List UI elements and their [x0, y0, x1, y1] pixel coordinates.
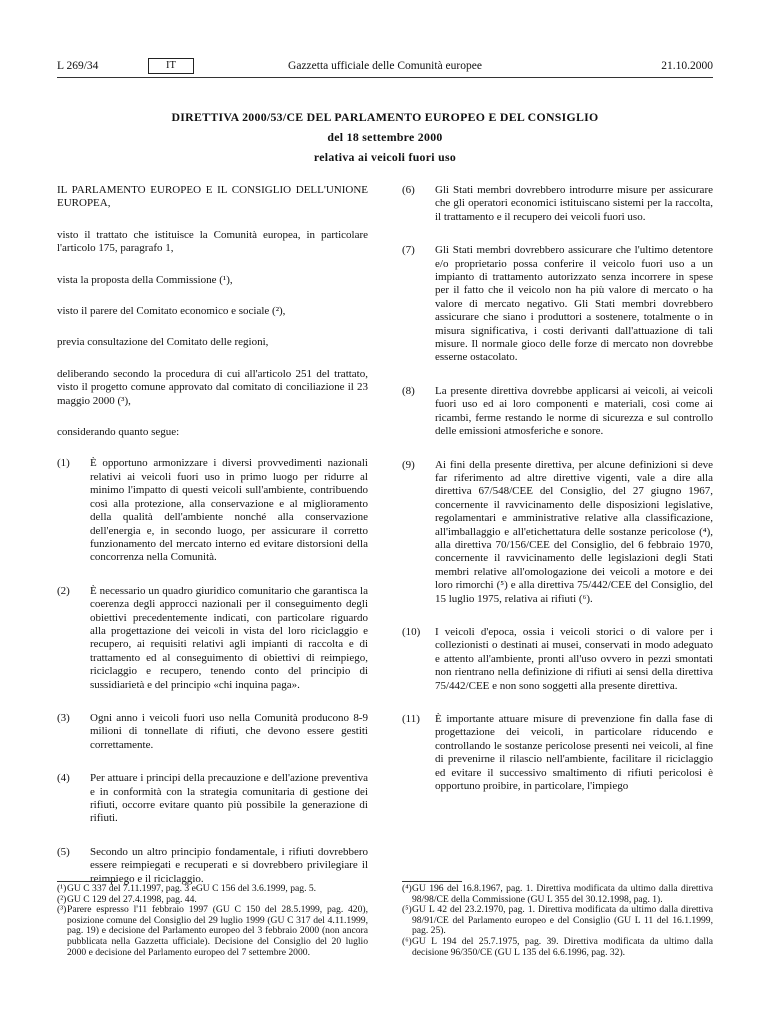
recital-text: È importante attuare misure di prevenzione fin dalla fase di progettazione dei veicoli, in particolare riducendo e controllando le sostanze pericolose presenti nei veicoli, al fine di prevenirne il rilascio nell'ambiente, facilitare il riciclaggio ed evitare il successivo smaltimento di rifiuti pericolosi è opportuno proibire, in particolare, l'impiego	[435, 713, 713, 793]
footnote	[402, 937, 713, 958]
recital-number: (3)	[57, 711, 70, 724]
recital-text: È opportuno armonizzare i diversi provvedimenti nazionali relativi ai veicoli fuori uso in primo luogo per ridurre al minimo l'impatto di questi veicoli sull'ambiente, contribuendo così alla protezione, alla conservazione e al miglioramento della qualità dell'ambiente nonché alla conservazione dell'energia e, in secondo luogo, per assicurare il corretto funzionamento del mercato interno ed evitare distorsioni della concorrenza nella Comunità.	[90, 457, 368, 564]
recital-number: (8)	[402, 384, 415, 397]
recital-text: La presente direttiva dovrebbe applicarsi ai veicoli, ai veicoli fuori uso ed ai loro componenti e materiali, così come ai ricambi, ferme restando le norme di sicurezza e sul controllo delle emissioni atmosferiche e sonore.	[435, 384, 713, 438]
footnote-mark: (²)	[57, 893, 67, 905]
recital-number: (2)	[57, 584, 70, 597]
preamble-whereas: considerando quanto segue:	[57, 426, 180, 439]
footnote-divider	[57, 881, 117, 882]
footnote-mark: (⁶)	[402, 935, 412, 947]
recital	[402, 184, 713, 224]
language-badge: IT	[148, 58, 194, 74]
footnote-text: GU C 129 del 27.4.1998, pag. 44.	[67, 893, 197, 905]
recital	[57, 457, 368, 564]
footnotes-right	[402, 884, 713, 958]
footnote	[402, 884, 713, 905]
recital-number: (6)	[402, 184, 415, 196]
footnote-mark: (³)	[57, 904, 67, 916]
recital	[57, 585, 368, 692]
title-line: DIRETTIVA 2000/53/CE DEL PARLAMENTO EUROPEO E DEL CONSIGLIO	[171, 110, 599, 124]
page-reference: L 269/34	[57, 60, 99, 72]
preamble-citation: vista la proposta della Commissione (¹),	[57, 273, 233, 286]
recital-text: Secondo un altro principio fondamentale, i rifiuti dovrebbero essere reimpiegati e recuperati e si dovrebbero privilegiare il reimpiego e il riciclaggio.	[90, 845, 368, 885]
recital	[402, 626, 713, 693]
recital-text: Ogni anno i veicoli fuori uso nella Comunità producono 8-9 milioni di tonnellate di rifiuti, che devono essere gestiti correttamente.	[90, 711, 368, 751]
recital-text: Gli Stati membri dovrebbero assicurare che l'ultimo detentore e/o proprietario possa conferire il veicolo fuori uso a un impianto di trattamento autorizzato senza incorrere in spese per il fatto che il veicolo non ha più valore di mercato o ha valore di mercato negativo. Gli Stati membri dovrebbero assicurare che siano i produttori a sostenere, totalmente o in misura significativa, i costi derivanti dall'attuazione di tali misure. Il normale gioco delle forze di mercato non dovrebbe esserne ostacolato.	[435, 244, 713, 364]
recital-number: (5)	[57, 845, 70, 858]
footnote-mark: (⁵)	[402, 904, 412, 916]
footnote-text: Parere espresso l'11 febbraio 1997 (GU C 150 del 28.5.1999, pag. 420), posizione comune del Consiglio del 29 luglio 1999 (GU C 317 del 4.11.1999, pag. 19) e decisione del Parlamento europeo del 3 febbraio 2000 (non ancora pubblicata nella Gazzetta ufficiale). Decisione del Consiglio del 20 luglio 2000 e decisione del Parlamento europeo del 7 settembre 2000.	[67, 904, 368, 958]
footnotes-left	[57, 884, 368, 958]
publication-date: 21.10.2000	[661, 60, 713, 72]
recital	[402, 713, 713, 793]
recital	[402, 459, 713, 606]
recital-number: (1)	[57, 457, 70, 470]
recital-number: (10)	[402, 625, 421, 638]
preamble-citation: visto il trattato che istituisce la Comunità europea, in particolare l'articolo 175, paragrafo 1,	[57, 228, 368, 255]
right-column	[402, 184, 713, 813]
header-divider	[57, 77, 713, 78]
title-date-line: del 18 settembre 2000	[327, 130, 443, 144]
recital-text: Gli Stati membri dovrebbero introdurre misure per assicurare che gli operatori economici istituiscano sistemi per la raccolta, il trattamento e il recupero dei veicoli fuori uso.	[435, 184, 713, 223]
recital-number: (4)	[57, 772, 70, 785]
left-column	[57, 184, 368, 906]
recital-number: (9)	[402, 458, 415, 471]
recital-number: (7)	[402, 244, 415, 257]
recital	[402, 385, 713, 439]
document-title	[100, 107, 670, 167]
title-subject-line: relativa ai veicoli fuori uso	[313, 150, 457, 164]
footnote-text: GU L 42 del 23.2.1970, pag. 1. Direttiva modificata da ultimo dalla direttiva 98/91/CE del Parlamento europeo e del Consiglio (GU L 11 del 16.1.1999, pag. 25).	[412, 904, 713, 937]
recital	[57, 772, 368, 826]
footnote-text: GU 196 del 16.8.1967, pag. 1. Direttiva modificata da ultimo dalla direttiva 98/98/CE della Commissione (GU L 355 del 30.12.1998, pag. 1).	[412, 883, 713, 905]
preamble-citation: visto il parere del Comitato economico e sociale (²),	[57, 305, 286, 318]
footnote-text: GU L 194 del 25.7.1975, pag. 39. Direttiva modificata da ultimo dalla decisione 96/350/CE (GU L 135 del 6.6.1996, pag. 32).	[412, 935, 713, 958]
recital	[57, 846, 368, 886]
preamble-citation: previa consultazione del Comitato delle regioni,	[57, 336, 269, 349]
preamble-institutions: IL PARLAMENTO EUROPEO E IL CONSIGLIO DELL'UNIONE EUROPEA,	[57, 184, 368, 210]
recital-text: I veicoli d'epoca, ossia i veicoli storici o di valore per i collezionisti o destinati ai musei, conservati in modo adeguato e attento all'ambiente, pronti all'uso ovvero in pezzi smontati non rientrano nella definizione di rifiuti ai sensi della direttiva 75/442/CEE e non sono soggetti alla presente direttiva.	[435, 625, 713, 692]
recital-text: È necessario un quadro giuridico comunitario che garantisca la coerenza degli approcci nazionali per il conseguimento degli obiettivi precedentemente indicati, con particolare riguardo alla progettazione dei veicoli in vista del loro riciclaggio e recupero, ai requisiti relativi agli impianti di raccolta e di trattamento ed al conseguimento di obiettivi di reimpiego, riciclaggio e recupero, tenendo conto del principio di sussidiarietà e del principio «chi inquina paga».	[90, 584, 368, 691]
footnote	[402, 905, 713, 937]
footnote-divider	[402, 881, 462, 882]
footnote	[57, 905, 368, 958]
footnote-mark: (¹)	[57, 883, 67, 894]
journal-title: Gazzetta ufficiale delle Comunità europee	[288, 60, 482, 72]
recital	[57, 712, 368, 752]
recital	[402, 244, 713, 365]
footnote-mark: (⁴)	[402, 883, 412, 894]
footnote-text: GU C 337 del 7.11.1997, pag. 3 eGU C 156 del 3.6.1999, pag. 5.	[67, 883, 317, 894]
footnote	[57, 884, 368, 895]
recital-text: Per attuare i principi della precauzione e dell'azione preventiva e in conformità con la strategia comunitaria di gestione dei rifiuti, occorre evitare quanto più possibile la generazione di rifiuti.	[90, 772, 368, 825]
recital-number: (11)	[402, 713, 420, 725]
preamble-citation: deliberando secondo la procedura di cui all'articolo 251 del trattato, visto il progetto comune approvato dal comitato di conciliazione il 23 maggio 2000 (³),	[57, 367, 368, 407]
recital-text: Ai fini della presente direttiva, per alcune definizioni si deve far riferimento ad altre direttive vigenti, vale a dire alla direttiva 67/548/CEE del Consiglio, del 27 giugno 1967, concernente il ravvicinamento delle disposizioni legislative, regolamentari e amministrative relative alla classificazione, all'imballaggio e all'etichettatura delle sostanze pericolose (⁴), alla direttiva 70/156/CEE del Consiglio, del 6 febbraio 1970, concernente il ravvicinamento delle legislazioni degli Stati membri relative all'omologazione dei veicoli a motore e dei loro rimorchi (⁵) e alla direttiva 75/442/CEE del Consiglio, del 15 luglio 1975, relativa ai rifiuti (⁶).	[435, 458, 713, 605]
